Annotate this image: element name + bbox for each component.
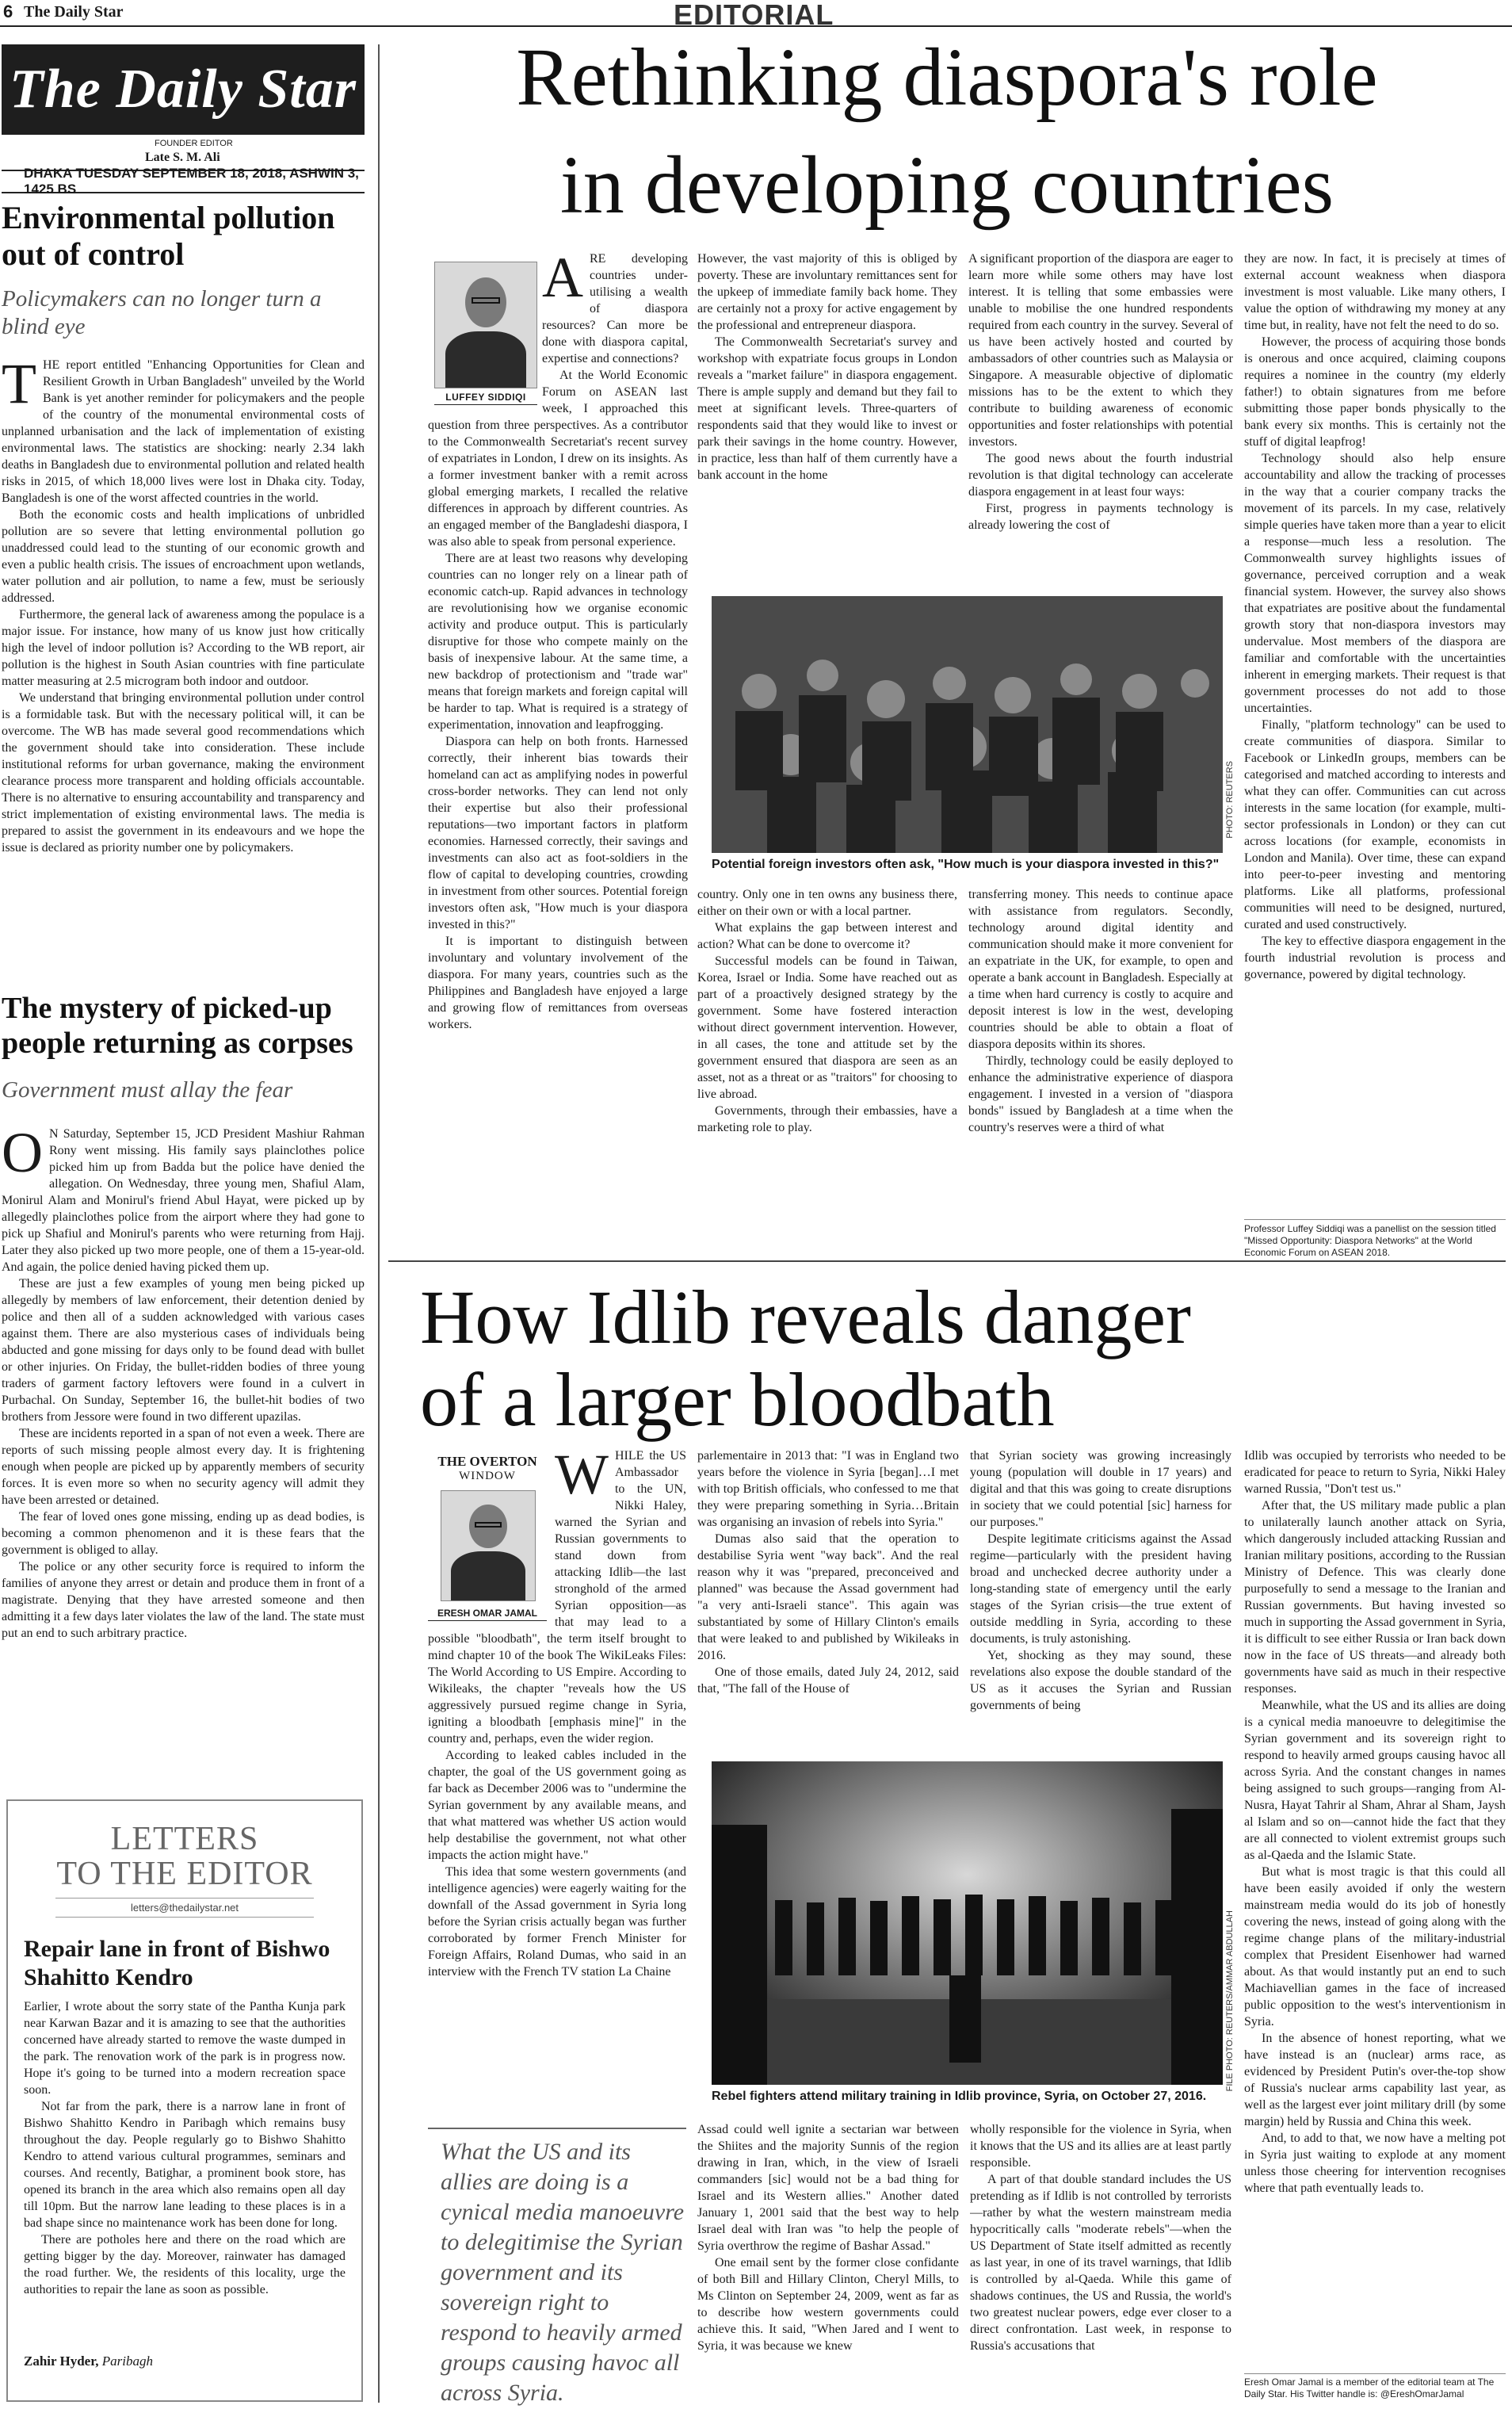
article1-paragraph: Finally, "platform technology" can be used to create communities of diaspora. Similar to Facebook or LinkedIn groups, members can be categorised and matched according to interests and what they can offer. Communities can cut across interests in the same location (for example, multi-sector professionals in London) or they can cut across locations (for example, economists in London and Manila). Over time, these can expand into peer-to-peer investing and mentoring platforms. Like all platforms, professional communities will need to be designed, nurtured, curated and used constructively. [1244,718,1506,931]
founder-name: Late S. M. Ali [145,151,220,164]
column-divider [378,44,380,2403]
editorial1-dropcap: T [2,357,36,415]
founder-label: FOUNDER EDITOR [155,139,233,148]
article1-col2-bottom [697,886,957,1243]
letters-title-line1: LETTERS [110,1821,259,1857]
article2-paragraph: After that, the US military made public a plan to unilaterally launch another attack on Syria, which dangerously included attacking Russian and Iranian military positions, according to the Russian Ministry of Defence. This was clearly done purposefully to send a message to the Iranian and Russian governments. But having invested so much in supporting the Assad government in Syria, it is difficult to see either Russia or Iran back down now in the face of US threats—and already both governments have said as much in their respective responses. [1244,1499,1506,1696]
article2-paragraph: HILE the US Ambassador to the UN, Nikki Haley, warned the Syrian and Russian governments to stand down from attacking Idlib—the last stronghold of the armed Syrian opposition—as that may lead to a possible "bloodbath", the term itself brought to mind chapter 10 of the book The WikiLeaks Files: The World According to US Empire. According to Wikileaks, the chapter "reveals how the US aggressively pursued regime change in Syria, igniting a bloodbath [emphasis mine]" in the country and, perhaps, even the wider region. [428,1449,686,1746]
article1-paragraph: transferring money. This needs to continue apace with assistance from regulators. Secondly, technology around digital identity and communication should make it more convenient for an expatriate in the UK, for example, to open and operate a bank account in Bangladesh. Especially at a time when hard currency is costly to acquire and deposit interest is low in the west, developing countries should be able to obtain a float of diaspora deposits within its shores. [968,888,1233,1051]
letter-headline: Repair lane in front of Bishwo Shahitto Kendro [24,1936,330,1990]
article2-dropcap: W [555,1447,609,1506]
article2-paragraph: wholly responsible for the violence in Syria, when it knows that the US and its allies are at least partly responsible. [970,2123,1231,2170]
editorial2-paragraph: The police or any other security force is required to inform the families of anyone they arrest or detain and produce them in front of a magistrate. Denying that they have arrested someone and then admitting it a few days later violates the law of the land. The state must put an end to such arbitrary practice. [2,1560,365,1640]
letters-title-line2: TO THE EDITOR [56,1856,313,1892]
article1-paragraph: First, progress in payments technology is already lowering the cost of [968,502,1233,532]
letter-paragraph: There are potholes here and there on the road which are getting bigger by the day. Moreover, rainwater has damaged the road further. We, the residents of this locality, urge the authorities to repair the lane as soon as possible. [24,2233,346,2296]
article2-col3-bottom [970,2121,1231,2403]
editorial2-headline: The mystery of picked-up people returning as corpses [2,992,353,1060]
fighters-illustration [712,1761,1223,2085]
article2-paragraph: that Syrian society was growing increasingly young (population will double in 17 years) and digital and that this was going to create disruptions in society that we could potential [sic] harness for our purposes." [970,1449,1231,1529]
dateline: DHAKA TUESDAY SEPTEMBER 18, 2018, ASHWIN 3, 1425 BS [2,170,365,193]
article1-paragraph: It is important to distinguish between involuntary and voluntary involvement of the diaspora. For many years, countries such as the Philippines and Bangladesh have enjoyed a large and growing flow of remittances from overseas workers. [428,935,688,1031]
article2-paragraph: parlementaire in 2013 that: "I was in England two years before the violence in Syria [began]…I met with top British officials, who confessed to me that they were preparing something in Syria…Britain was organising an invasion of rebels into Syria." [697,1449,959,1529]
article1-col2-top [697,250,957,588]
article2-col1 [428,1447,686,2129]
letters-box [6,1799,363,2402]
page-number: 6 [3,2,13,21]
column-label-line1: THE OVERTON [437,1454,537,1469]
article2-photo-credit: FILE PHOTO: REUTERS/AMMAR ABDULLAH [1225,1910,1235,2092]
article1-paragraph: The key to effective diaspora engagement in the fourth industrial revolution is process and governance, powered by digital technology. [1244,935,1506,981]
letter-body [24,1998,346,2347]
article2-paragraph: But what is most tragic is that this could all have been easily avoided if only the western mainstream media would do its job of honestly covering the news, instead of going along with the regime change plans of the military-industrial complex that President Eisenhower had warned about. As that would instantly put an end to such Machiavellian games in the face of increased public opposition to the west's interventionism in Syria. [1244,1865,1506,2029]
article2-paragraph: Dumas also said that the operation to destabilise Syria went "way back". And the real reason why it was "prepared, preconceived and planned" was because the Assad government had "a very anti-Israeli stance". This again was substantiated by some of Hillary Clinton's emails that were leaked to and published by Wikileaks in 2016. [697,1532,959,1662]
article1-author-name: LUFFEY SIDDIQI [434,392,537,405]
article1-headline-line2: in developing countries [559,140,1334,231]
article1-paragraph: The good news about the fourth industrial revolution is that digital technology can accelerate diaspora engagement in at least four ways: [968,452,1233,499]
article2-col3-top [970,1447,1231,1780]
article1-paragraph: they are now. In fact, it is precisely at times of external account weakness when diaspora investment is most valuable. Like many others, I value the option of withdrawing my money at any time but, in reality, have not felt the need to do so. [1244,252,1506,332]
editorial2-paragraph: The fear of loved ones gone missing, ending up as dead bodies, is becoming a common phenomenon and it is these fears that the government is obliged to allay. [2,1510,365,1557]
article1-paragraph: Diaspora can help on both fronts. Harnessed correctly, their inherent bias towards their homeland can act as amplifying nodes in powerful cross-border networks. They can lend not only their expertise but also their professional reputations—two important factors in platform economies. Harnessed correctly, their savings and investments can also act as foot-soldiers in the flow of capital to developing countries, crowding in investment from other sources. Potential foreign investors often ask, "How much is your diaspora invested in this?" [428,735,688,931]
article2-photo [712,1761,1223,2085]
letter-signoff-place: Paribagh [101,2354,153,2369]
article2-col2-bottom [697,2121,959,2403]
section-label: EDITORIAL [674,0,834,31]
editorial1-body [2,357,365,991]
article1-paragraph: RE developing countries under-utilising a wealth of diaspora resources? Can more be done with diaspora capital, expertise and connections? [542,252,688,365]
letter-paragraph: Not far from the park, there is a narrow lane in front of Bishwo Shahitto Kendro in Paribagh which remains busy throughout the day. People regularly go to Bishwo Shahitto Kendro to attend various cultural programmes, seminars and courses. And recently, Batighar, a prominent book store, has opened its branch in the area which also remains open all day till 10pm. But the narrow lane leading to these places is in a bad shape since no maintenance work has been done for long. [24,2100,346,2230]
article1-paragraph: At the World Economic Forum on ASEAN last week, I approached this question from three perspectives. As a contributor to the Commonwealth Secretariat's recent survey of expatriates in London, I drew on its insights. As a former investment banker with a remit across global emerging markets, I recalled the relative differences in approach by different countries. As an engaged member of the Bangladeshi diaspora, I was also able to speak from personal experience. [428,369,688,549]
editorial1-subhead: Policymakers can no longer turn a blind eye [2,286,322,339]
article2-photo-caption: Rebel fighters attend military training in Idlib province, Syria, on October 27, 2016. [712,2090,1207,2103]
article1-author-note: Professor Luffey Siddiqi was a panellist on the session titled "Missed Opportunity: Diaspora Networks" at the World Economic Forum on ASEAN 2018. [1244,1219,1506,1259]
crowd-illustration [712,596,1223,853]
article1-dropcap: A [542,250,583,309]
article1-photo-credit: PHOTO: REUTERS [1225,761,1235,839]
article1-paragraph: What explains the gap between interest and action? What can be done to overcome it? [697,921,957,951]
article2-paragraph: Despite legitimate criticisms against the Assad regime—particularly with the president having broad and unchecked decree authority under a long-standing state of emergency until the early stages of the Syrian crisis—the true extent of outside meddling in Syria, according to these documents, is truly astonishing. [970,1532,1231,1646]
article1-headline-line1: Rethinking diaspora's role [516,32,1378,123]
article2-author-note: Eresh Omar Jamal is a member of the editorial team at The Daily Star. His Twitter handle is: @EreshOmarJamal [1244,2373,1506,2400]
letter-paragraph: Earlier, I wrote about the sorry state of the Pantha Kunja park near Karwan Bazar and it is amazing to see that the authorities concerned have already started to remove the waste dumped in the park. The renovation work of the park is in progress now. Hope it's going to be turned into a modern recreation space soon. [24,2000,346,2097]
article2-paragraph: One email sent by the former close confidante of both Bill and Hillary Clinton, Cheryl Mills, to Ms Clinton on September 24, 2009, went as far as to describe how western governments could achieve this. It said, "When Jared and I went to Syria, it was because we knew [697,2256,959,2353]
letter-signoff [24,2354,346,2369]
editorial1-paragraph: We understand that bringing environmental pollution under control is a formidable task. But with the necessary political will, it can be overcome. The WB has made several good recommendations which the government should take into consideration. These include institutional reforms for urban governance, making the environment clearance process more transparent and holding officials accountable. There is no alternative to ensuring accountability and transparency and strict implementation of existing environmental laws. The media is prepared to assist the government in its endeavours and we hope the issue is declared as priority number one by policymakers. [2,691,365,855]
article1-paragraph: Technology should also help ensure accountability and allow the tracking of processes in the way that a courier company tracks the movement of its parcels. In my case, relatively simple queries have taken more than a year to elicit a response—much less a resolution. The Commonwealth survey highlights issues of governance, perceived corruption and a weak financial system. However, the survey also shows that expatriates are positive about the fundamental growth story that non-diaspora investors may undervalue. Most members of the diaspora are familiar and comfortable with the uncertainties inherent in emerging markets. Their request is that government processes do not add to those uncertainties. [1244,452,1506,715]
editorial1-paragraph: Furthermore, the general lack of awareness among the populace is a major issue. For instance, how many of us know just how critically high the level of indoor pollution is? According to the WB report, air pollution is the highest in South Asian countries with fine particulate matter measuring at 2.5 microgram both indoor and outdoor. [2,608,365,688]
article2-col4 [1244,1447,1506,2365]
article2-headline-line1: How Idlib reveals danger [420,1275,1191,1359]
article1-photo [712,596,1223,853]
article1-paragraph: There are at least two reasons why developing countries can no longer rely on a linear path of economic catch-up. Rapid advances in technology are revolutionising how we organise economic activity and produce output. This is particularly disruptive for those who compete mainly on the basis of inexpensive labour. At the same time, a new backdrop of protectionism and "trade war" means that foreign markets and foreign capital will be harder to tap. What is required is a strategy of experimentation, innovation and leapfrogging. [428,552,688,732]
article2-paragraph: This idea that some western governments (and intelligence agencies) were eagerly waiting for the downfall of the Assad government in Syria long before the Syrian crisis actually began was further corroborated by former French Minister for Foreign Affairs, Roland Dumas, who said in an interview with the French TV station La Chaine [428,1865,686,1979]
article1-paragraph: However, the process of acquiring those bonds is onerous and once acquired, claiming coupons requires a nominee in the country (my elderly father!) to obtain signatures from me before submitting those paper bonds physically to the bank every six months. This is certainly not the stuff of digital leapfrog! [1244,335,1506,449]
article2-col2-top [697,1447,959,1780]
article2-author-name: ERESH OMAR JAMAL [428,1608,547,1621]
editorial2-paragraph: These are just a few examples of young men being picked up allegedly by members of law enforcement, their detention denied by police and then all of a sudden acknowledged with various cases against them. There are also mysterious cases of individuals being abducted and gone missing for days only to be found dead with bullet or other injuries. On Friday, the bullet-ridden bodies of three young traders of garment factory leftovers were found in a culvert in Purbachal. On Sunday, September 16, the bullet-hit bodies of two brothers from Jessore were found in two different upazilas. [2,1277,365,1424]
column-label-line2: WINDOW [459,1470,516,1482]
article1-col4 [1244,250,1506,1218]
article2-paragraph: Yet, shocking as they may sound, these revelations also expose the double standard of the US as it accuses the Syrian and Russian governments of being [970,1649,1231,1712]
editorial1-headline: Environmental pollution out of control [2,200,335,272]
article2-paragraph: A part of that double standard includes the US pretending as if Idlib is not controlled by terrorists—rather by what the western mainstream media hypocritically calls "moderate rebels"—when the US Department of State itself admitted as recently as last year, in one of its travel warnings, that Idlib is controlled by al-Qaeda. While this game of shadows continues, the US and Russia, the world's two greatest nuclear powers, edge ever closer to a direct confrontation. Last week, in response to Russia's accusations that [970,2173,1231,2353]
editorial2-paragraph: These are incidents reported in a span of not even a week. There are reports of such missing people almost every day. It is frightening enough when people are picked up by apparently members of security forces. It is even more so when no security agency will admit they have been arrested or detained. [2,1427,365,1507]
letters-email[interactable]: letters@thedailystar.net [55,1898,314,1918]
article2-headline-line2: of a larger bloodbath [420,1357,1055,1442]
article1-col3-top [968,250,1233,588]
editorial1-paragraph: HE report entitled "Enhancing Opportunities for Clean and Resilient Growth in Urban Bangladesh" unveiled by the World Bank is yet another reminder for policymakers and the people of the country of the monumental environmental costs of unplanned urbanisation and the lack of implementation of existing environmental laws. The statistics are shocking: nearly 2.34 lakh deaths in Bangladesh due to environmental pollution and related health risks in 2015, of which 18,000 lives were lost in Dhaka city. Today, Bangladesh is one of the worst affected countries in the world. [2,358,365,505]
article1-paragraph: The Commonwealth Secretariat's survey and workshop with expatriate focus groups in London reveals a "market failure" in diaspora engagement. There is ample supply and demand but they fail to meet at significant levels. Three-quarters of respondents said that they would like to invest or park their savings in the home country. However, in practice, less than half of them currently have a bank account in the home [697,335,957,482]
pull-quote-rule [428,2128,686,2129]
editorial1-paragraph: Both the economic costs and health implications of unbridled pollution are so severe that letting environmental pollution go unaddressed could lead to the stunting of our economic growth and even a public health crisis. The issues of encroachment upon wetlands, water pollution and air pollution, to name a few, must be seriously addressed. [2,508,365,605]
article1-paragraph: Thirdly, technology could be easily deployed to enhance the administrative experience of diaspora engagement. I invested in a version of "diaspora bonds" issued by Bangladesh at a time when the country's reserves were a third of what [968,1054,1233,1134]
article2-paragraph: Meanwhile, what the US and its allies are doing is a cynical media manoeuvre to delegitimise the Syrian government and its sovereign right to respond to heavily armed groups causing havoc all across Syria. And the constant changes in names being assigned to such groups—ranging from Al-Nusra, Hayat Tahrir al Sham, Ahrar al Sham, Jaysh al Islam and so on—cannot hide the fact that they are all connected to violent extremist groups such as al-Qaeda and the Islamic State. [1244,1699,1506,1862]
article1-col3-bottom [968,886,1233,1243]
article2-paragraph: According to leaked cables included in the chapter, the goal of the US government going as far back as December 2006 was to "undermine the Syrian government by any available means, and that what mattered was whether US action would help destabilise the government, not what other impacts the action might have." [428,1749,686,1862]
article2-paragraph: And, to add to that, we now have a melting pot in Syria just waiting to explode at any moment unless those cheering for intervention recognises where that path eventually leads to. [1244,2132,1506,2195]
masthead-logo: The Daily Star [2,44,365,135]
editorial2-subhead: Government must allay the fear [2,1077,293,1103]
letter-signoff-name: Zahir Hyder, [24,2354,99,2369]
article1-paragraph: Successful models can be found in Taiwan, Korea, Israel or India. Some have reached out as part of a proactively designed strategy by the government. Some have fostered interaction without direct government intervention. However, in all cases, the tone and attitude set by the government ensured that diaspora are seen as an asset, not as a threat or as "traitors" for choosing to live abroad. [697,954,957,1101]
article1-photo-caption: Potential foreign investors often ask, "How much is your diaspora invested in this?" [712,858,1220,871]
article2-paragraph: One of those emails, dated July 24, 2012, said that, "The fall of the House of [697,1665,959,1696]
article2-paragraph: In the absence of honest reporting, what we have instead is an (nuclear) arms race, as evidenced by President Putin's over-the-top show of Russia's nuclear arms capability last year, as well as the largest ever joint military drill (by some margin) held by Russia and China this week. [1244,2032,1506,2128]
article1-paragraph: A significant proportion of the diaspora are eager to learn more while some others may have lost interest. It is telling that some embassies were unable to mobilise the one hundred respondents required from each country in the survey. Several of us have been actively hosted and courted by ambassadors of other countries such as Malaysia or Singapore. A measurable objective of diplomatic missions has to be the extent to which they contribute to building awareness of economic opportunities and foster relationships with potential investors. [968,252,1233,449]
article-divider [388,1260,1506,1262]
article1-paragraph: Governments, through their embassies, have a marketing role to play. [697,1104,957,1134]
article2-paragraph: Idlib was occupied by terrorists who needed to be eradicated for peace to return to Syria, Nikki Haley warned Russia, "Don't test us." [1244,1449,1506,1496]
pull-quote: What the US and its allies are doing is a cynical media manoeuvre to delegitimise the Syrian government and its sovereign right to respond to heavily armed groups causing havoc all across Syria. [441,2139,685,2406]
article1-paragraph: country. Only one in ten owns any business there, either on their own or with a local partner. [697,888,957,918]
editorial2-dropcap: O [2,1126,43,1184]
article1-col1 [428,250,688,1241]
editorial2-body [2,1126,365,1760]
article2-paragraph: Assad could well ignite a sectarian war between the Shiites and the majority Sunnis of the region drawing in Iran, which, in the view of Israeli commanders [sic] would not be a bad thing for Israel and its Western allies." Another dated January 1, 2001 said that the best way to help Israel deal with Iran was "to help the people of Syria overthrow the regime of Bashar Assad." [697,2123,959,2253]
masthead-small: The Daily Star [24,3,124,21]
article1-paragraph: However, the vast majority of this is obliged by poverty. These are involuntary remittances sent for the upkeep of immediate family back home. They are certainly not a proxy for active engagement by the professional and entrepreneur diaspora. [697,252,957,332]
editorial2-paragraph: N Saturday, September 15, JCD President Mashiur Rahman Rony went missing. His family says plainclothes police picked him up from Badda but the police have denied the allegation. On Wednesday, three young men, Shafiul Alam, Monirul Alam and Monirul's friend Abul Hayat, were picked up by allegedly plainclothes police from the airport where they had gone to pick up Shafiul and Monirul's parents who were returning from Hajj. Later they also picked up two more people, one of them a 15-year-old. And again, the police denied having picked them up. [2,1127,365,1274]
